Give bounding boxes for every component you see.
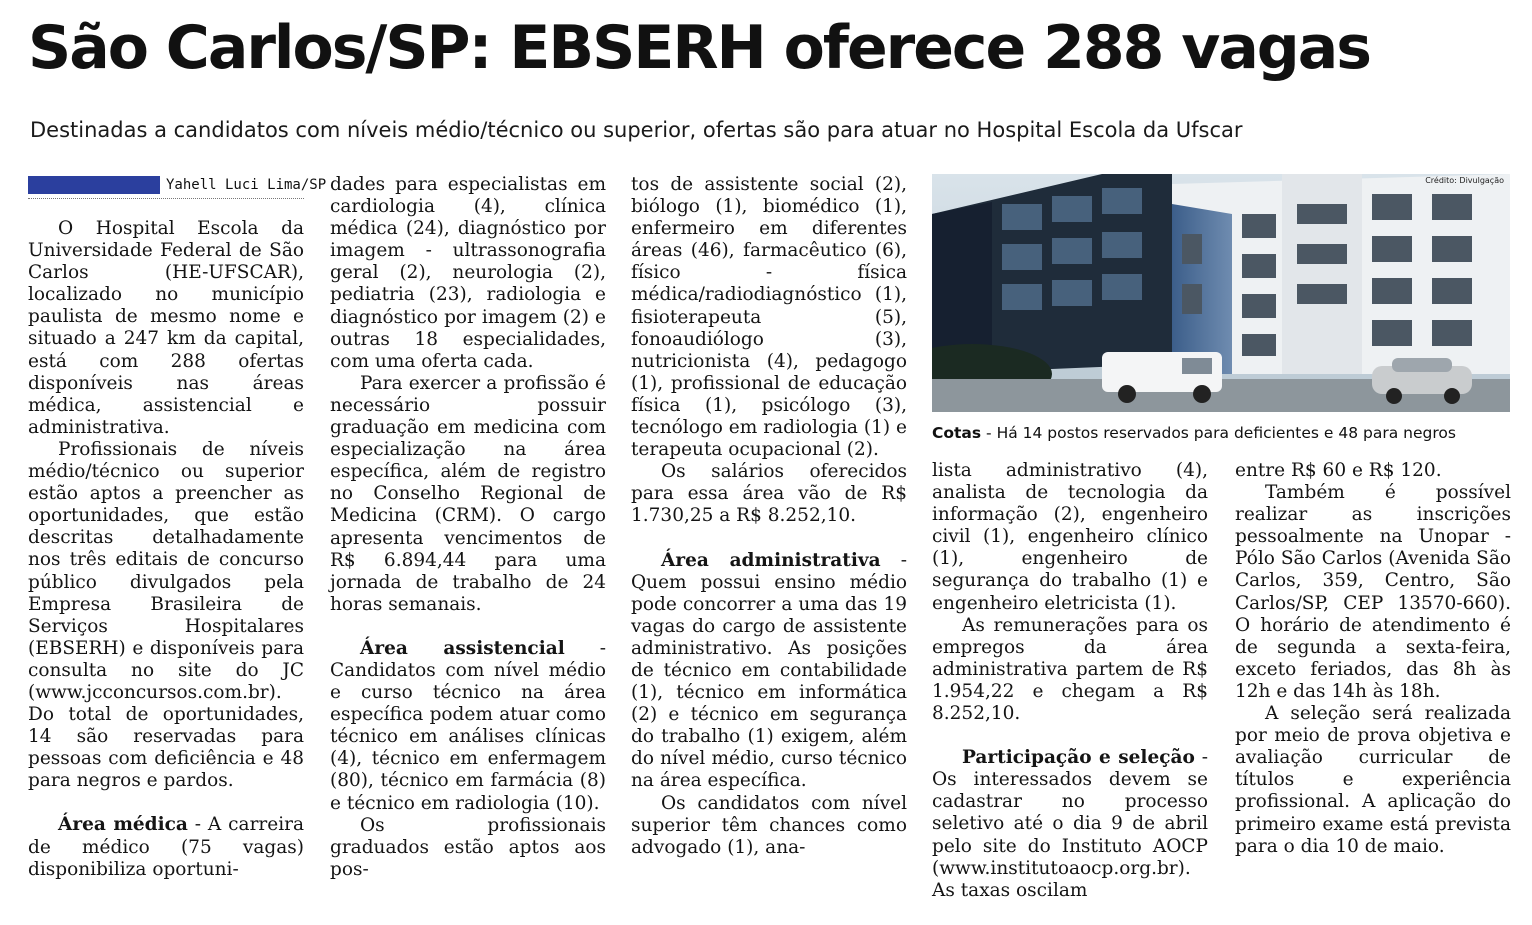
section-paragraph-area-assistencial xyxy=(330,638,606,815)
paragraph: entre R$ 60 e R$ 120. xyxy=(1235,460,1442,481)
paragraph: Profissionais de níveis médio/técnico ou superior estão aptos a preencher as oportunidades, que estão descritas detalhadamente nos três editais de concurso público divulgados pela Empresa Brasileira de Serviços Hospitalares (EBSERH) e disponíveis para consulta no site do JC (www.jcconcursos.com.br). Do total de oportunidades, 14 são reservadas para pessoas com deficiência e 48 para negros e pardos. xyxy=(28,438,304,792)
paragraph: O Hospital Escola da Universidade Federal de São Carlos (HE-UFSCAR), localizado no município paulista de mesmo nome e situado a 247 km da capital, está com 288 ofertas disponíveis nas áreas médica, assistencial e administrativa. xyxy=(28,218,304,438)
section-heading-area-medica: Área médica xyxy=(58,814,188,836)
byline-author: Yahell Luci Lima/SP xyxy=(166,177,327,193)
paragraph: Os profissionais graduados estão aptos aos pos- xyxy=(330,814,606,880)
section-paragraph-participacao xyxy=(932,747,1208,902)
paragraph: Os salários oferecidos para essa área vão de R$ 1.730,25 a R$ 8.252,10. xyxy=(631,461,907,527)
paragraph: A seleção será realizada por meio de prova objetiva e avaliação curricular de títulos e experiência profissional. A aplicação do primeiro exame está prevista para o dia 10 de maio. xyxy=(1235,703,1511,857)
article-column-1 xyxy=(28,218,304,881)
section-text: - A carreira de médico (75 vagas) disponibiliza oportuni- xyxy=(28,814,304,880)
paragraph: As remunerações para os empregos da área administrativa partem de R$ 1.954,22 e chegam a R$ 8.252,10. xyxy=(932,614,1208,725)
article-column-3 xyxy=(631,174,907,859)
headline: São Carlos/SP: EBSERH oferece 288 vagas xyxy=(28,13,1370,83)
photo-credit: Crédito: Divulgação xyxy=(1425,176,1504,185)
paragraph: dades para especialistas em cardiologia (4), clínica médica (24), diagnóstico por imagem - ultrassonografia geral (2), neurologia (2), pediatria (23), radiologia e diagnóstico por imagem (2) e outras 18 especialidades, com uma oferta cada. xyxy=(330,174,606,372)
article-column-5 xyxy=(1235,460,1511,858)
section-text: - Candidatos com nível médio e curso técnico na área específica podem atuar como técnico em análises clínicas (4), técnico em enfermagem (80), técnico em farmácia (8) e técnico em radiologia (10). xyxy=(330,637,606,814)
paragraph: tos de assistente social (2), biólogo (1), biomédico (1), enfermeiro em diferentes áreas (46), farmacêutico (6), físico - física médica/radiodiagnóstico (1), fisioterapeuta (5), fonoaudiólogo (3), nutricionista (4), pedagogo (1), profissional de educação física (1), psicólogo (3), tecnólogo em radiologia (1) e terapeuta ocupacional (2). xyxy=(631,174,907,461)
paragraph: lista administrativo (4), analista de tecnologia da informação (2), engenheiro civil (1), engenheiro clínico (1), engenheiro de segurança do trabalho (1) e engenheiro eletricista (1). xyxy=(932,460,1208,614)
paragraph: Para exercer a profissão é necessário possuir graduação em medicina com especialização na área específica, além de registro no Conselho Regional de Medicina (CRM). O cargo apresenta vencimentos de R$ 6.894,44 para uma jornada de trabalho de 24 horas semanais. xyxy=(330,372,606,615)
section-heading-area-administrativa: Área administrativa xyxy=(661,549,881,571)
byline-bar xyxy=(28,176,160,194)
byline-rule xyxy=(28,198,304,199)
section-heading-participacao: Participação e seleção xyxy=(962,747,1195,769)
section-heading-area-assistencial: Área assistencial xyxy=(360,637,565,659)
hospital-building-illustration xyxy=(932,174,1510,412)
photo-caption xyxy=(932,422,1512,444)
byline xyxy=(28,174,327,200)
subheadline: Destinadas a candidatos com níveis médio/técnico ou superior, ofertas são para atuar no Hospital Escola da Ufscar xyxy=(30,118,1243,142)
section-paragraph-area-administrativa xyxy=(631,550,907,793)
section-text: - Os interessados devem se cadastrar no processo seletivo até o dia 9 de abril pelo site do Instituto AOCP (www.institutoaocp.org.br). As taxas oscilam xyxy=(932,747,1208,901)
caption-label: Cotas xyxy=(932,424,982,442)
article-column-2 xyxy=(330,174,606,881)
article-column-4 xyxy=(932,460,1208,902)
section-text: - Quem possui ensino médio pode concorrer a uma das 19 vagas do cargo de assistente administrativo. As posições de técnico em contabilidade (1), técnico em informática (2) e técnico em segurança do trabalho (1) exigem, além do nível médio, curso técnico na área específica. xyxy=(631,549,907,792)
section-paragraph-area-medica xyxy=(28,814,304,880)
caption-text: - Há 14 postos reservados para deficientes e 48 para negros xyxy=(981,424,1456,442)
paragraph: Os candidatos com nível superior têm chances como advogado (1), ana- xyxy=(631,792,907,858)
paragraph: Também é possível realizar as inscrições pessoalmente na Unopar - Pólo São Carlos (Avenida São Carlos, 359, Centro, São Carlos/SP, CEP 13570-660). O horário de atendimento é de segunda a sexta-feira, exceto feriados, das 8h às 12h e das 14h às 18h. xyxy=(1235,482,1511,702)
hospital-photo xyxy=(932,174,1510,412)
